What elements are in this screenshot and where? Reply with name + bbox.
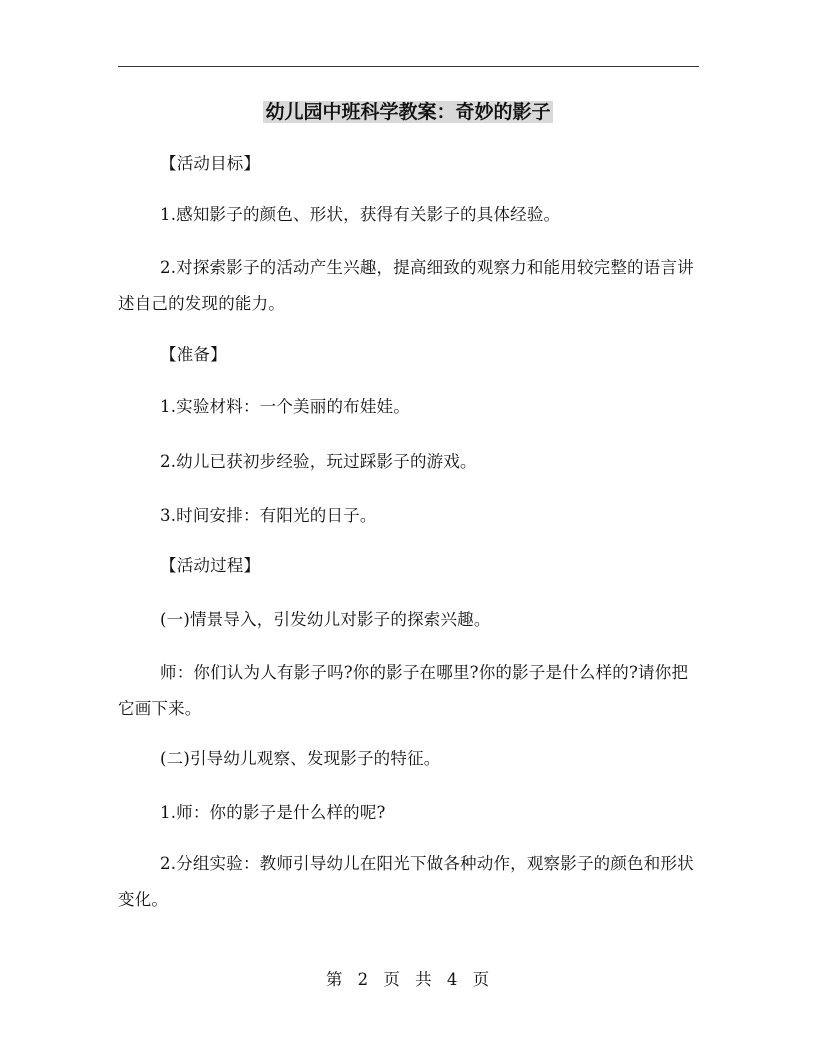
paragraph-process-1: 1.师：你的影子是什么样的呢?: [160, 803, 386, 822]
paragraph-process-2: 2.分组实验：教师引导幼儿在阳光下做各种动作，观察影子的颜色和形状变化。: [118, 854, 694, 909]
paragraph-goal-2: 2.对探索影子的活动产生兴趣，提高细致的观察力和能用较完整的语言讲述自己的发现的能力。: [118, 258, 694, 313]
document-title: 幼儿园中班科学教案：奇妙的影子: [265, 101, 551, 123]
section-heading-goals: 【活动目标】: [160, 154, 261, 173]
header-rule: [118, 66, 699, 67]
paragraph-goal-1: 1.感知影子的颜色、形状，获得有关影子的具体经验。: [160, 205, 561, 224]
section-heading-process: 【活动过程】: [160, 556, 261, 575]
paragraph-prep-3: 3.时间安排：有阳光的日子。: [160, 506, 377, 525]
paragraph-process-intro: (一)情景导入，引发幼儿对影子的探索兴趣。: [160, 610, 491, 629]
paragraph-prep-1: 1.实验材料：一个美丽的布娃娃。: [160, 397, 410, 416]
paragraph-prep-2: 2.幼儿已获初步经验，玩过踩影子的游戏。: [160, 452, 477, 471]
paragraph-teacher-question: 师：你们认为人有影子吗?你的影子在哪里?你的影子是什么样的?请你把它画下来。: [118, 663, 689, 718]
page-footer: 第 2 页 共 4 页: [325, 970, 491, 989]
section-heading-preparation: 【准备】: [160, 345, 227, 364]
paragraph-process-observe: (二)引导幼儿观察、发现影子的特征。: [160, 749, 441, 768]
